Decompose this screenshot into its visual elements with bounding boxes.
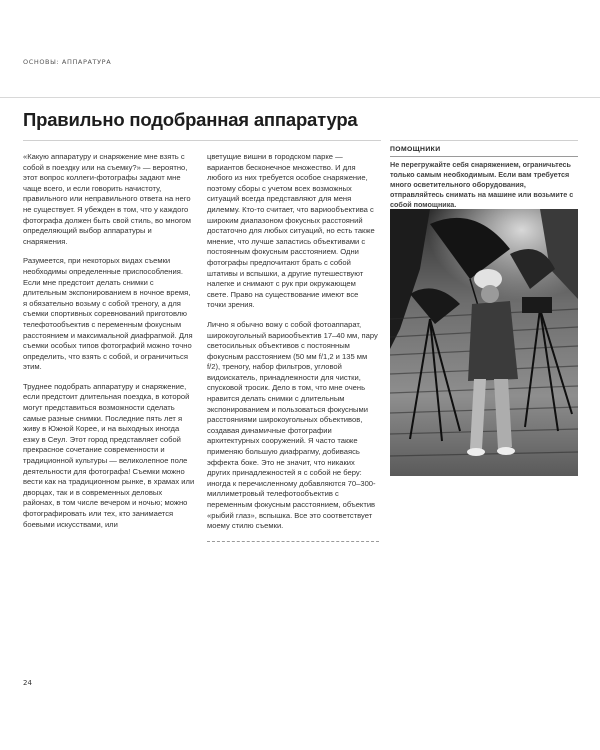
page-title: Правильно подобранная аппаратура [23, 109, 358, 130]
sidebar-top-divider [390, 140, 578, 141]
paragraph: Лично я обычно вожу с собой фотоаппарат, широкоугольный вариообъектив 17–40 мм, пару светосильных объективов с постоянным фокусным расстоянием (50 мм f/1,2 и 135 мм f/2), треногу, набор фильтров, угловой видоискатель, принадлежности для чистки, спусковой тросик. Дело в том, что мне очень нравится делать снимки с длительным экспонированием и пользоваться фокусными расстояниями широкоугольных объективов, создавая динамичные фотографии архитектурных сооружений. Я часто также применяю большую диафрагму, добиваясь эффекта боке. Это не значит, что никаких других принадлежностей я с собой не беру: иногда к перечисленному добавляются 70–300-миллиметровый телефотообъектив с переменным фокусным расстоянием, объектив «рыбий глаз», вспышка. Все это соответствует моему стилю съемки. [207, 319, 378, 531]
text-column-2 [207, 152, 379, 542]
paragraph: «Какую аппаратуру и снаряжение мне взять с собой в поездку или на съемку?» — вероятно, этот вопрос коллеги-фотографы задают мне чаще всего, и если говорить начистоту, правильного или неправильного ответа на него не существует. Я убежден в том, что у каждого фотографа должен быть свой стиль, во многом определяющий выбор аппаратуры и снаряжения. [23, 152, 192, 246]
text-column-1 [23, 152, 195, 539]
sidebar-tip [390, 146, 578, 210]
section-label: ОСНОВЫ: АППАРАТУРА [23, 58, 112, 66]
header-divider [0, 97, 600, 98]
title-divider [23, 140, 381, 141]
sidebar-heading: ПОМОЩНИКИ [390, 146, 578, 157]
paragraph: Разумеется, при некоторых видах съемки необходимы определенные приспособления. Если мне предстоит делать снимки с длительным экспонированием в ночное время, я обязательно возьму с собой треногу, а для съемки спортивных соревнований приготовлю телефотообъектив с переменным фокусным расстоянием и максимальной диафрагмой. Для съемки особых типов фотографий можно точно определить, что взять с собой, и ограничиться этим. [23, 256, 193, 372]
paragraph: цветущие вишни в городском парке — вариантов бесконечное множество. И для любого из них требуется особое снаряжение, поэтому сборы с учетом всех возможных ситуаций всегда представляют для меня дилемму. Кто-то считает, что вариообъектива с широким диапазоном фокусных расстояний достаточно для любых ситуаций, но есть также мнение, что лучше запастись объективами с постоянным фокусным расстоянием. Одни фотографы предпочитают брать с собой штативы и вспышки, а другие путешествуют налегке и снимают с рук при окружающем свете. Право на существование имеют все точки зрения. [207, 152, 375, 310]
paragraph: Труднее подобрать аппаратуру и снаряжение, если предстоит длительная поездка, в которой могут представиться возможности сделать самые разные снимки. Последние пять лет я живу в Южной Корее, и на выходных иногда езжу в Сеул. Этот город представляет собой прекрасное сочетание современности и традиционной культуры — великолепное поле деятельности для фотографа! Съемки можно вести как на традиционном рынке, в храмах или дворцах, так и в современных деловых районах, в том числе вечером и ночью; можно фотографировать или тех, кто занимается боевыми искусствами, или [23, 381, 195, 529]
sidebar-text: Не перегружайте себя снаряжением, ограничьтесь только самым необходимым. Если вам требуется много осветительного оборудования, отправляйтесь снимать на машине или возьмите с собой помощника. [390, 160, 574, 209]
photographer-photo [390, 209, 578, 476]
page-number: 24 [23, 679, 32, 687]
column-end-divider [207, 541, 379, 542]
